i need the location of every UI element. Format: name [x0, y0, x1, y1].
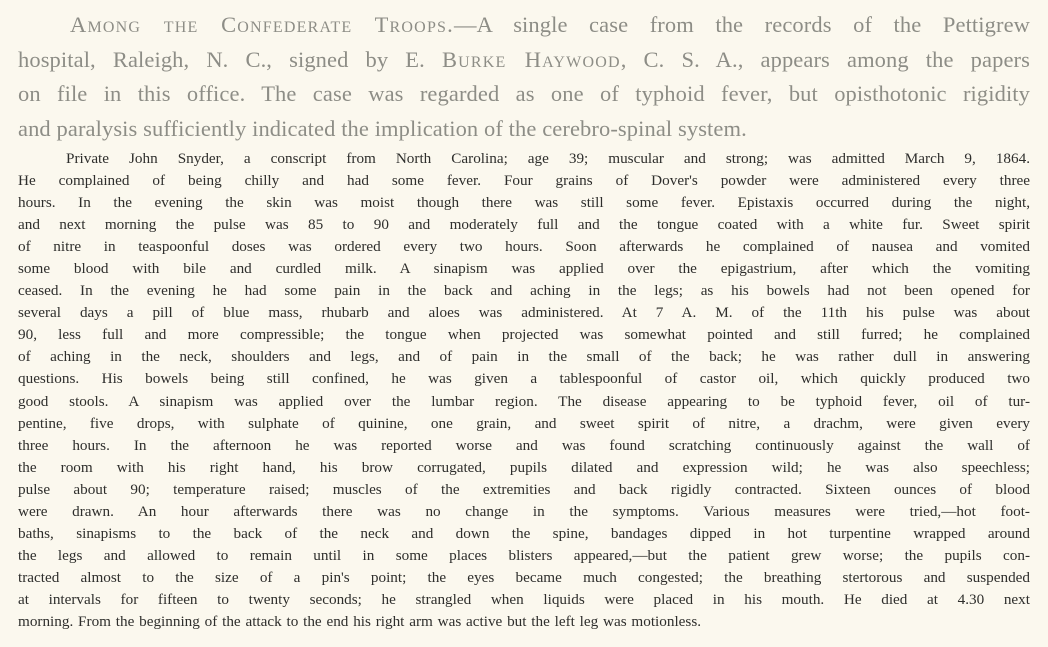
case-line: three hours. In the afternoon he was reported worse and was found scratching continuously against the wall of: [18, 436, 1030, 454]
intro-line-text: , C. S. A., appears among the papers: [620, 46, 1030, 72]
case-line: some blood with bile and curdled milk. A sinapism was applied over the epigastrium, after which the vomiting: [18, 260, 1030, 278]
intro-line: [18, 8, 1030, 43]
case-line: several days a pill of blue mass, rhubarb and aloes was administered. At 7 A. M. of the 11th his pulse was about: [18, 304, 1030, 322]
case-line: pulse about 90; temperature raised; muscles of the extremities and back rigidly contracted. Sixteen ounces of blood: [18, 480, 1030, 498]
case-line: and next morning the pulse was 85 to 90 and moderately full and the tongue coated with a white fur. Sweet spirit: [18, 216, 1030, 234]
case-line: tracted almost to the size of a pin's point; the eyes became much congested; the breathing stertorous and suspended: [18, 568, 1030, 586]
case-line: of aching in the neck, shoulders and legs, and of pain in the small of the back; he was rather dull in answering: [18, 348, 1030, 366]
section-heading: Among the Confederate Troops.: [70, 12, 454, 37]
intro-line: on file in this office. The case was regarded as one of typhoid fever, but opisthotonic rigidity: [18, 81, 1030, 106]
case-line: were drawn. An hour afterwards there was no change in the symptoms. Various measures were tried,—hot foot-: [18, 502, 1030, 520]
intro-line-text: hospital, Raleigh, N. C., signed by E.: [18, 46, 442, 72]
case-line: the legs and allowed to remain until in some places blisters appeared,—but the patient grew worse; the pupils con-: [18, 546, 1030, 564]
case-line: hours. In the evening the skin was moist though there was still some fever. Epistaxis occurred during the night,: [18, 194, 1030, 212]
intro-line: [18, 43, 1030, 78]
case-line: questions. His bowels being still confined, he was given a tablespoonful of castor oil, which quickly produced two: [18, 370, 1030, 388]
case-line: pentine, five drops, with sulphate of quinine, one grain, and sweet spirit of nitre, a drachm, were given every: [18, 414, 1030, 432]
case-line: at intervals for fifteen to twenty seconds; he strangled when liquids were placed in his mouth. He died at 4.30 next: [18, 590, 1030, 608]
case-line: morning. From the beginning of the attack to the end his right arm was active but the left leg was motionless.: [18, 612, 702, 630]
signatory-name: Burke Haywood: [441, 46, 621, 72]
intro-line: and paralysis sufficiently indicated the implication of the cerebro-spinal system.: [18, 115, 747, 141]
case-line: good stools. A sinapism was applied over the lumbar region. The disease appearing to be typhoid fever, oil of tur-: [18, 392, 1030, 410]
case-line: Private John Snyder, a conscript from North Carolina; age 39; muscular and strong; was admitted March 9, 1864.: [66, 150, 1030, 167]
case-line: the room with his right hand, his brow corrugated, pupils dilated and expression wild; he was also speechless;: [18, 458, 1030, 476]
case-line: baths, sinapisms to the back of the neck and down the spine, bandages dipped in hot turpentine wrapped around: [18, 524, 1030, 542]
case-report-paragraph: [18, 148, 1030, 633]
intro-paragraph: [18, 8, 1030, 146]
case-line: 90, less full and more compressible; the tongue when projected was somewhat pointed and still furred; he complained: [18, 326, 1030, 344]
case-line: of nitre in teaspoonful doses was ordered every two hours. Soon afterwards he complained of nausea and vomited: [18, 238, 1030, 256]
intro-line-text: —A single case from the records of the Pettigrew: [453, 12, 1031, 37]
case-line: ceased. In the evening he had some pain in the back and aching in the legs; as his bowels had not been opened for: [18, 282, 1030, 300]
case-line: He complained of being chilly and had some fever. Four grains of Dover's powder were administered every three: [18, 172, 1030, 190]
